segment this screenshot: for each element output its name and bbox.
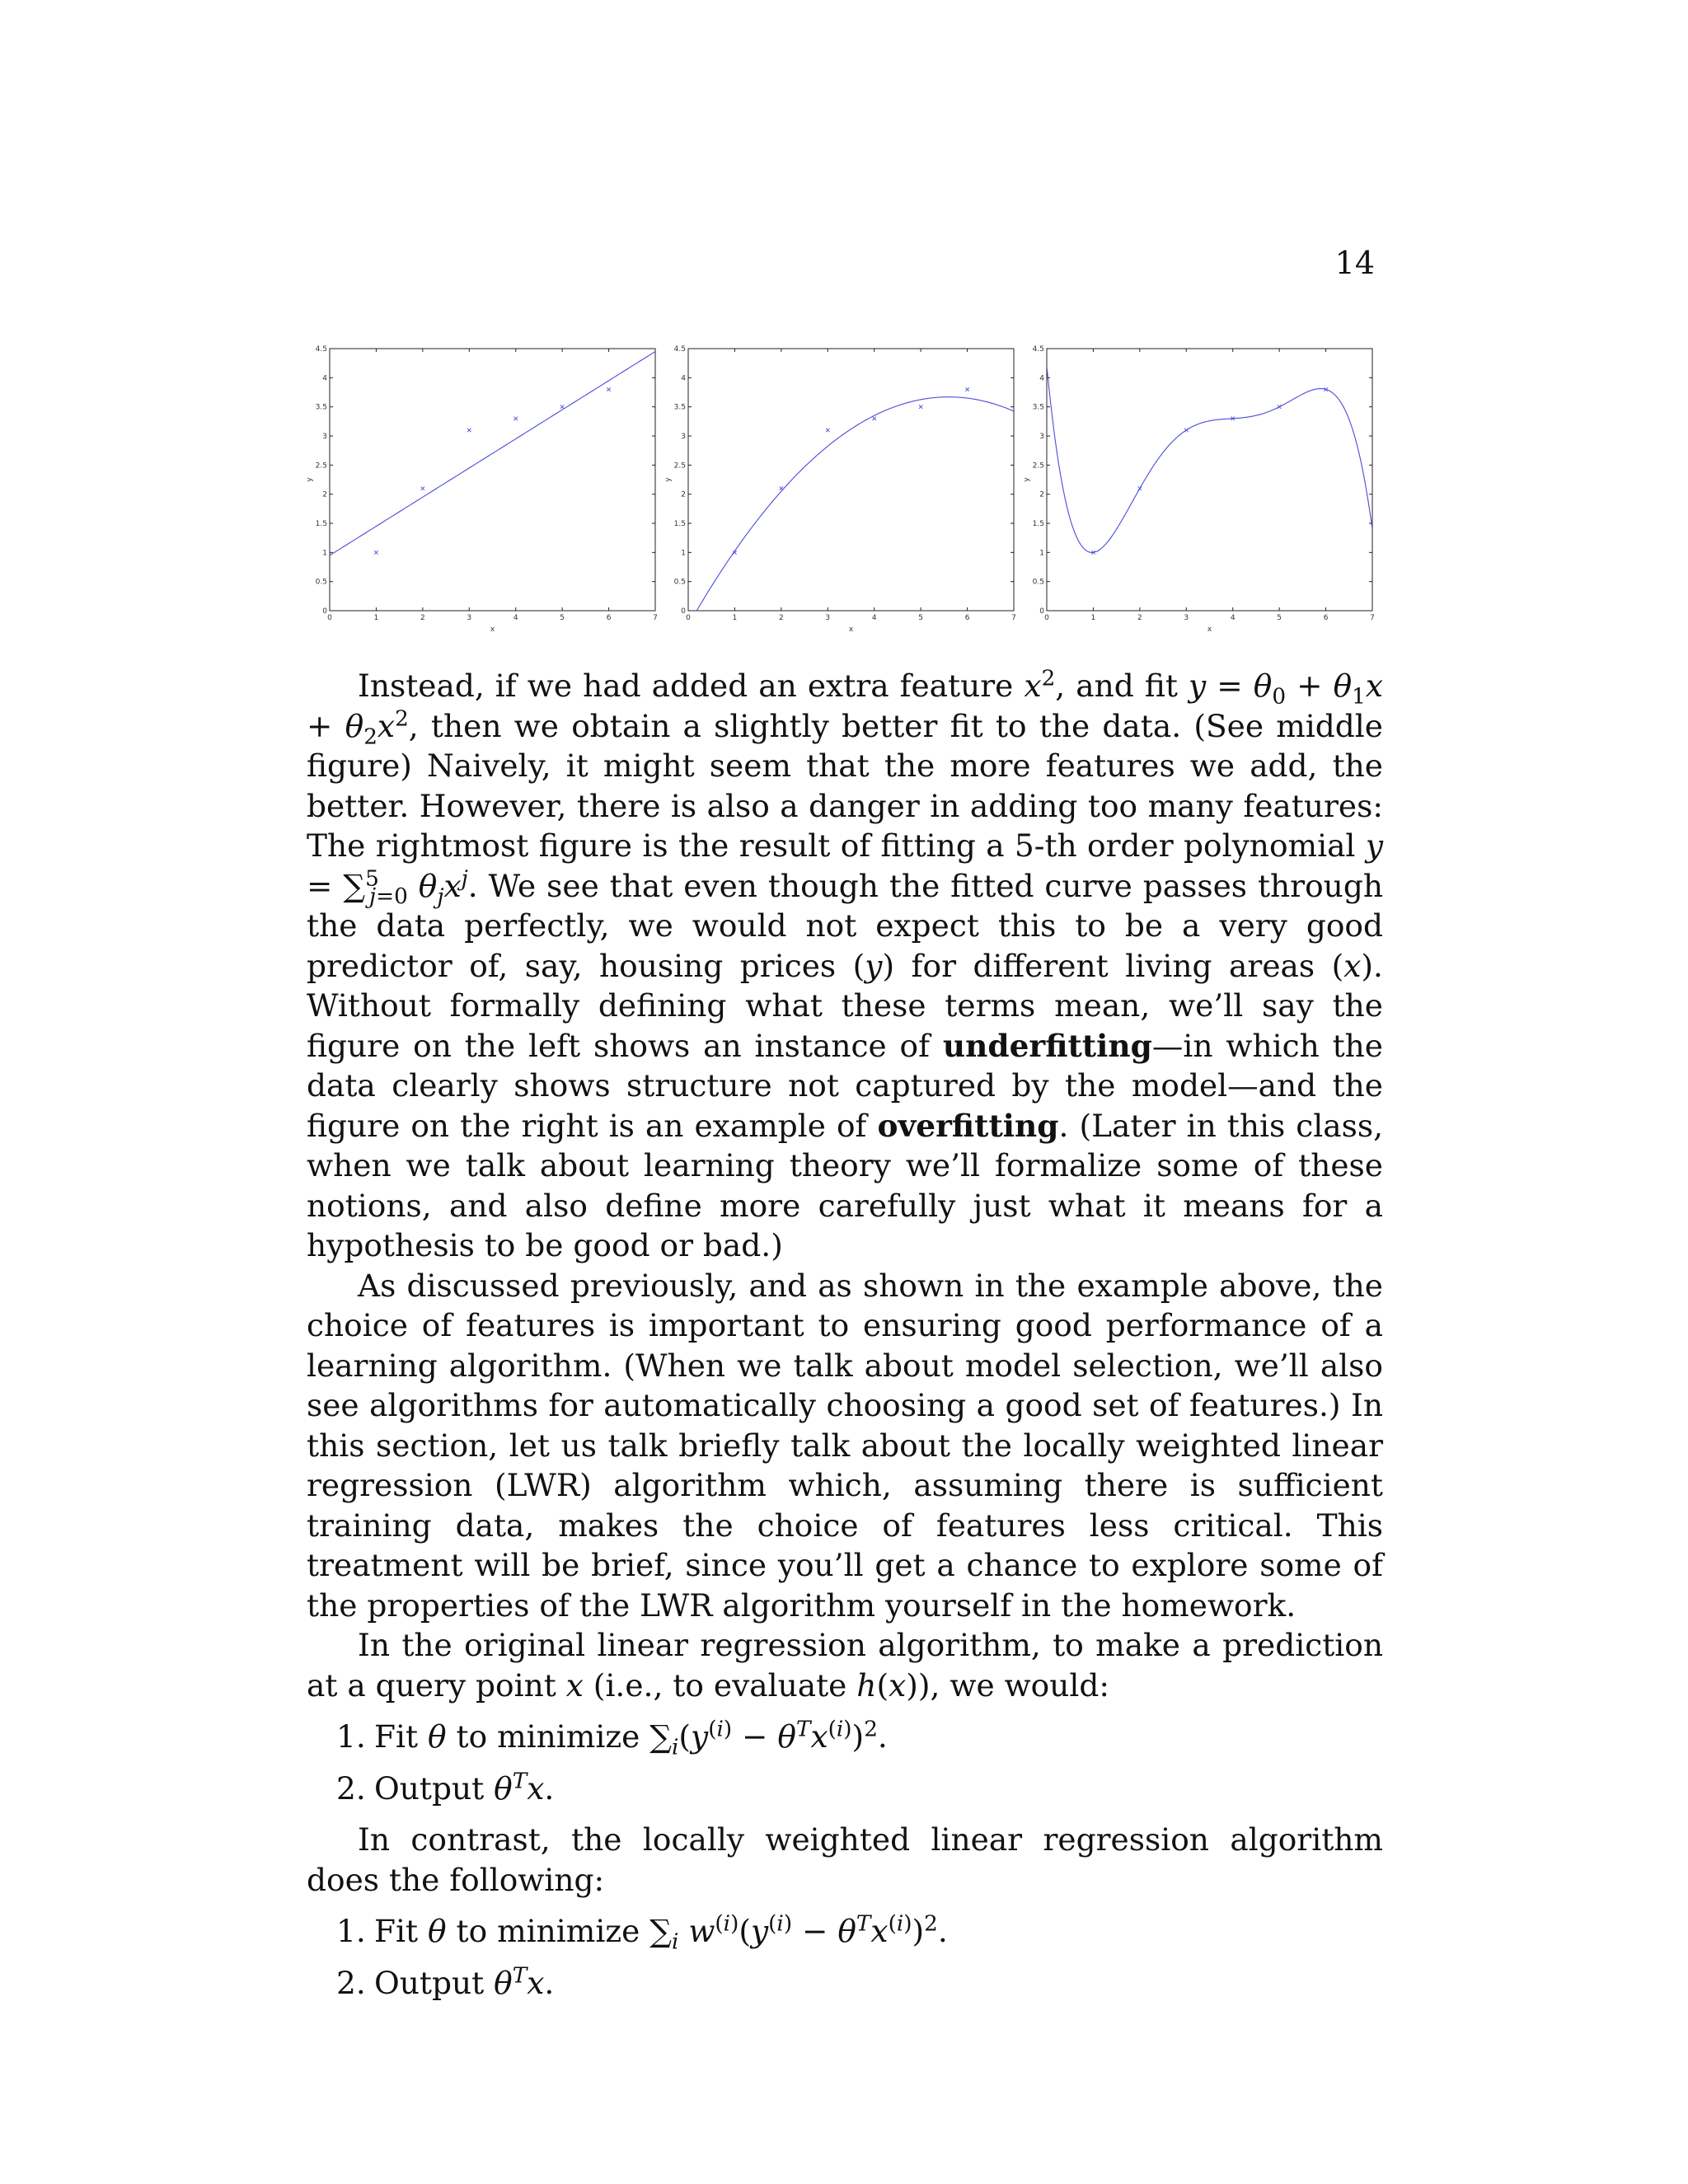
text-run: In the original linear regression algorithm, to make a prediction at a query point [307,1627,1383,1704]
list-number: 1. [336,1718,366,1755]
data-point [1278,405,1281,408]
y-tick-label: 1.5 [673,520,686,528]
list-item: 1. Fit θ to minimize $\sum_i$ $w^{(i)}(y^{(i)} - \theta^Tx^{(i)})^2$. [336,1911,948,1955]
y-tick-label: 1 [322,549,327,558]
term-underfitting: underfitting [942,1027,1152,1064]
x-tick-label: 1 [732,614,738,622]
x-tick-label: 0 [327,614,332,622]
x-tick-label: 3 [1184,614,1189,622]
data-point [560,405,564,408]
plot-quintic-fit-svg [1022,334,1393,639]
text-run: , and fit [1055,668,1189,704]
x-tick-label: 1 [1090,614,1096,622]
y-axis-label: y [664,477,673,482]
y-tick-label: 3 [322,433,327,441]
data-point [965,387,968,391]
list-item: 2. Output $\theta^Tx$. [307,1963,1383,2004]
fit-curve [1047,366,1372,552]
y-tick-label: 4.5 [673,345,686,354]
y-tick-label: 2.5 [315,462,327,471]
y-axis-label: y [306,477,314,482]
list-lwr-steps [307,1911,1383,2003]
text-run: Fit [374,1913,429,1949]
x-tick-label: 3 [825,614,831,622]
figure-row [305,334,1393,639]
text-run: (i.e., to evaluate [583,1666,857,1704]
y-tick-label: 1 [1039,549,1044,558]
page-number: 14 [1334,245,1375,281]
plot-frame [330,349,655,611]
y-tick-label: 4 [1039,374,1044,383]
paragraph-fitting: Instead, if we had added an extra feature $x^2$, and fit $y = \theta_0 + \theta_1x + \theta_2x^2$, then we obtain a slightly better fit to the data. (See middle figure) Naively, it might seem that the more features we add, the better. However, there is also a danger in adding too many features: The rightmost figure is the result of fitting a 5-th order polynomial y = ∑$^5_{j=0}$ $\theta_jx^j$. We see that even though the fitted curve passes through the data perfectly, we would not expect this to be a very good predictor of, say, housing prices (y) for different living areas (x). Without formally defining what these terms mean, we’ll say the figure on the left shows an instance of underfitting—in which the data clearly shows structure not captured by the model—and the figure on the right is an example of overfitting. (Later in this class, when we talk about learning theory we’ll formalize some of these notions, and also define more carefully just what it means for a hypothesis to be good or bad.) [307,666,1384,1263]
x-tick-label: 4 [871,614,877,622]
y-tick-label: 4 [322,374,327,383]
text-run: Output [374,1769,495,1807]
y-tick-label: 3 [1039,433,1044,441]
x-tick-label: 4 [513,614,518,622]
text-run: Instead, if we had added an extra feature [358,668,1025,704]
x-tick-label: 2 [778,614,784,622]
x-tick-label: 5 [918,614,924,622]
y-tick-label: 1.5 [315,520,327,528]
data-point [780,486,783,490]
list-item: 1. Fit θ to minimize $\sum_i(y^{(i)} - \theta^Tx^{(i)})^2$. [336,1717,888,1760]
paragraph-original-lr: In the original linear regression algorithm, to make a prediction at a query point x (i.e., to evaluate h(x)), we would: [307,1627,1383,1704]
data-point [826,429,829,432]
paragraph-lwr-intro: As discussed previously, and as shown in the example above, the choice of features is important to ensuring good performance of a learning algorithm. (When we talk about model selection, we’ll also see algorithms for automatically choosing a good set of features.) In this section, let us talk briefly talk about the locally weighted linear regression (LWR) algorithm which, assuming there is sufficient training data, makes the choice of features less critical. This treatment will be brief, since you’ll get a chance to explore some of the properties of the LWR algorithm yourself in the homework. [307,1267,1383,1624]
body-text [307,666,1383,2014]
x-tick-label: 3 [467,614,472,622]
plot-quadratic-fit-svg [663,334,1034,639]
x-tick-label: 7 [1370,614,1375,622]
x-tick-label: 5 [1277,614,1282,622]
x-tick-label: 7 [1011,614,1016,622]
x-axis-label: x [1207,626,1212,634]
text-run: , then we obtain a slightly better fit to the data. (See middle figure) Naively, it might seem that the more features we add, the better. However, there is also a danger in adding too many features: The rightmost figure is the result of fitting a 5-th order polynomial [307,707,1383,864]
y-tick-label: 0 [681,607,686,616]
term-overfitting: overfitting [877,1107,1059,1144]
x-tick-label: 2 [1137,614,1142,622]
x-tick-label: 7 [653,614,658,622]
y-tick-label: 3.5 [1032,403,1044,412]
text-run: to minimize [446,1718,650,1755]
data-point [374,551,377,554]
fit-curve [688,397,1014,626]
text-run: ), we would: [917,1666,1110,1704]
y-tick-label: 2.5 [1032,462,1044,471]
y-tick-label: 1 [681,549,686,558]
y-axis-label: y [1023,477,1031,482]
data-point [1138,486,1142,490]
list-original-steps [307,1717,1383,1808]
x-tick-label: 0 [1044,614,1049,622]
y-tick-label: 4.5 [315,345,327,354]
text-run: ). Without formally defining what these terms mean, we’ll say the figure on the left shows an instance of [307,947,1383,1064]
data-point [1184,429,1188,432]
x-tick-label: 6 [964,614,970,622]
y-tick-label: 2.5 [673,462,686,471]
y-tick-label: 0 [1039,607,1044,616]
text-run: . (Later in this class, when we talk about learning theory we’ll formalize some of these notions, and also define more carefully just what it means for a hypothesis to be good or bad.) [307,1107,1383,1263]
data-point [421,486,424,490]
plot-frame [688,349,1014,611]
fit-curve [330,352,655,555]
paragraph-lwr-contrast: In contrast, the locally weighted linear regression algorithm does the following: [307,1821,1383,1898]
x-tick-label: 0 [686,614,691,622]
x-tick-label: 2 [420,614,425,622]
text-run: Output [374,1964,495,2001]
list-item: 2. Output $\theta^Tx$. [307,1769,1383,1809]
y-tick-label: 3.5 [673,403,686,412]
plot-quintic-fit [1022,334,1393,639]
y-tick-label: 4.5 [1032,345,1044,354]
x-tick-label: 1 [373,614,379,622]
x-tick-label: 6 [606,614,612,622]
x-tick-label: 6 [1323,614,1329,622]
plot-quadratic-fit [663,334,1034,639]
text-run: ) for different living areas ( [882,947,1344,984]
data-point [514,417,518,420]
data-point [467,429,471,432]
y-tick-label: 2 [681,490,686,499]
plot-frame [1047,349,1372,611]
data-point [607,387,610,391]
text-run: . We see that even though the fitted curve passes through the data perfectly, we would not expect this to be a very good predictor of, say, housing prices ( [307,867,1383,984]
y-tick-label: 0.5 [1032,578,1044,587]
x-axis-label: x [848,626,854,634]
y-tick-label: 0.5 [673,578,686,587]
y-tick-label: 0.5 [315,578,327,587]
list-number: 1. [336,1913,366,1949]
text-run: Fit [374,1718,429,1755]
plot-linear-fit [305,334,676,639]
y-tick-label: 1.5 [1032,520,1044,528]
x-tick-label: 4 [1230,614,1236,622]
text-run: —in which the data clearly shows structure not captured by the model—and the figure on the right is an example of [307,1027,1384,1144]
x-tick-label: 5 [560,614,565,622]
y-tick-label: 3 [681,433,686,441]
text-run: to minimize [446,1913,650,1949]
plot-linear-fit-svg [305,334,676,639]
list-number: 2. [336,1769,366,1807]
y-tick-label: 2 [1039,490,1044,499]
y-tick-label: 3.5 [315,403,327,412]
y-tick-label: 2 [322,490,327,499]
data-point [919,405,922,408]
data-point [873,417,876,420]
list-number: 2. [336,1964,366,2001]
y-tick-label: 4 [681,374,686,383]
y-tick-label: 0 [322,607,327,616]
x-axis-label: x [490,626,495,634]
